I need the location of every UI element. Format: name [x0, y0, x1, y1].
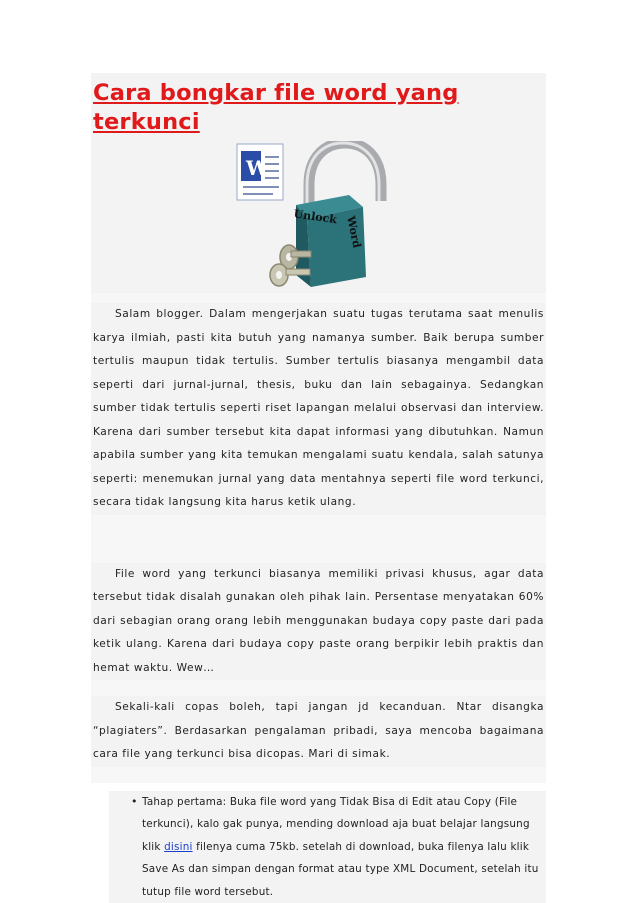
word-doc-icon [237, 144, 283, 200]
word-icon-letter: W [245, 156, 269, 180]
spacer [91, 680, 546, 696]
list-item-text-end: filenya cuma 75kb. setelah di download, buka filenya lalu klik Save As dan simpan dengan format atau type XML Document, setelah itu tutup file word tersebut. [142, 841, 539, 898]
list-item [109, 791, 546, 903]
spacer [91, 293, 546, 303]
document-page [91, 73, 546, 903]
padlock-text-word: Word [344, 214, 364, 250]
title-band [91, 73, 546, 141]
paragraph-3 [91, 696, 546, 767]
paragraph-2-text: File word yang terkunci biasanya memiliki privasi khusus, agar data tersebut tidak disalah gunakan oleh pihak lain. Persentase menyatakan 60% dari sebagian orang orang lebih menggunakan budaya copy paste dari pada ketik ulang. Karena dari budaya copy paste orang berpikir lebih praktis dan hemat waktu. Wew… [93, 568, 544, 674]
paragraph-2 [91, 563, 546, 681]
paragraph-1 [91, 303, 546, 515]
download-link[interactable]: disini [164, 841, 192, 853]
spacer [91, 515, 546, 563]
padlock-figure [91, 141, 546, 293]
steps-list [91, 783, 546, 903]
bullet-icon: • [131, 791, 138, 814]
steps-list-bg [109, 791, 546, 903]
spacer [91, 767, 546, 783]
padlock-text-unlock: Unlock [293, 207, 338, 226]
list-item-text: Tahap pertama: Buka file word yang Tidak Bisa di Edit atau Copy (File terkunci), kalo gak punya, mending download aja buat belajar langsung klik [142, 796, 530, 853]
page-title: Cara bongkar file word yang terkunci [93, 79, 544, 137]
paragraph-3-text: Sekali-kali copas boleh, tapi jangan jd kecanduan. Ntar disangka “plagiaters”. Berdasarkan pengalaman pribadi, saya mencoba bagaimana cara file yang terkunci bisa dicopas. Mari di simak. [93, 701, 544, 760]
paragraph-1-text: Salam blogger. Dalam mengerjakan suatu tugas terutama saat menulis karya ilmiah, pasti kita butuh yang namanya sumber. Baik berupa sumber tertulis maupun tidak tertulis. Sumber tertulis biasanya mengambil data seperti dari jurnal-jurnal, thesis, buku dan lain sebagainya. Sedangkan sumber tidak tertulis seperti riset lapangan melalui observasi dan interview. Karena dari sumber tersebut kita dapat informasi yang dibutuhkan. Namun apabila sumber yang kita temukan mengalami suatu kendala, salah satunya seperti: menemukan jurnal yang data mentahnya seperti file word terkunci, secara tidak langsung kita harus ketik ulang. [93, 308, 544, 508]
padlock-image [91, 141, 546, 293]
